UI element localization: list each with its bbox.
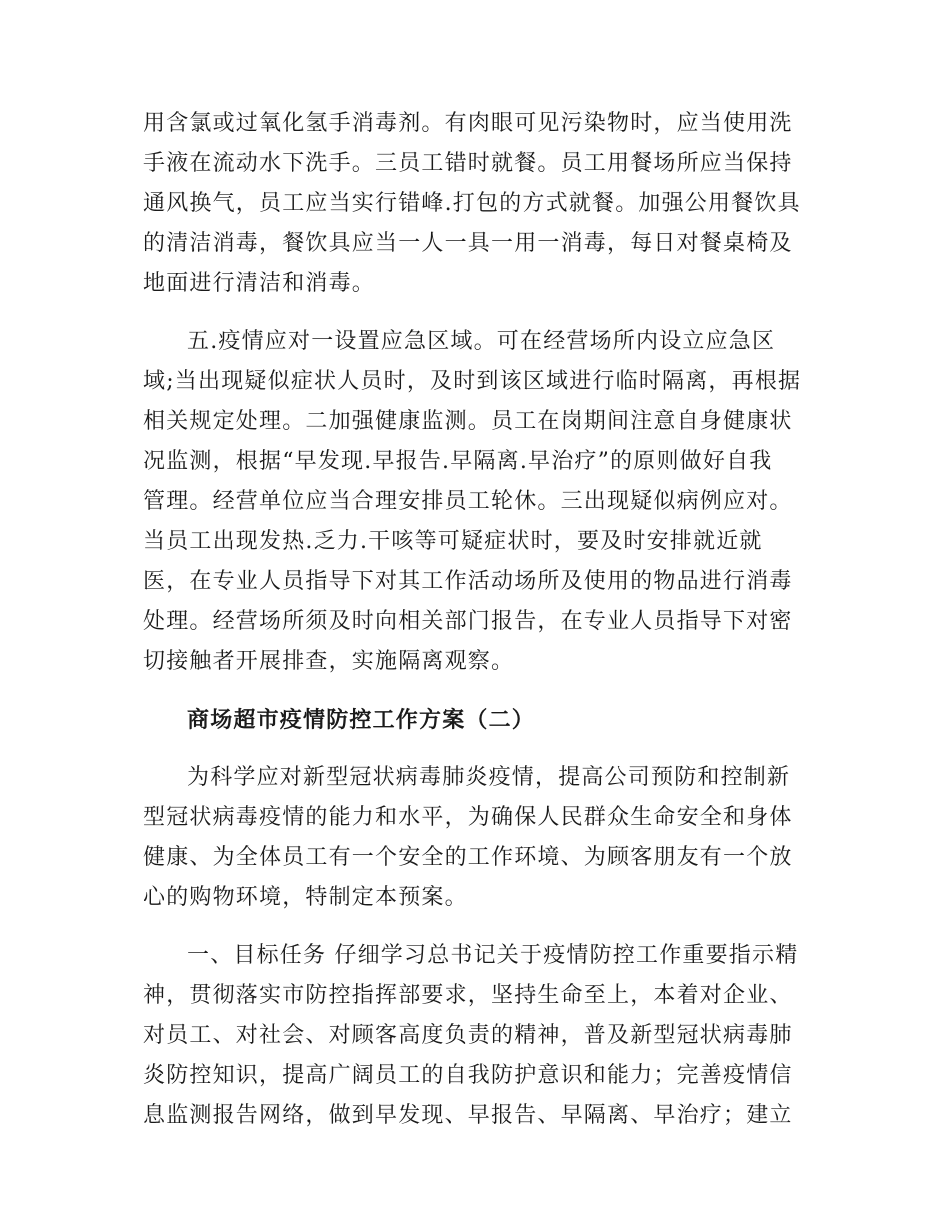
text-line: 息监测报告网络，做到早发现、早报告、早隔离、早治疗；建立 (143, 1103, 793, 1128)
text-line: 型冠状病毒疫情的能力和水平，为确保人民群众生命安全和身体 (143, 805, 793, 830)
section-heading: 商场超市疫情防控工作方案（二） (187, 707, 536, 733)
text-line: 况监测，根据“早发现.早报告.早隔离.早治疗”的原则做好自我 (143, 449, 773, 474)
text-line: 对员工、对社会、对顾客高度负责的精神，普及新型冠状病毒肺 (143, 1023, 793, 1048)
text-line: 炎防控知识，提高广阔员工的自我防护意识和能力；完善疫情信 (143, 1063, 793, 1088)
paragraph-gap (143, 918, 807, 936)
text-line: 切接触者开展排查，实施隔离观察。 (143, 649, 515, 674)
text-line: 地面进行清洁和消毒。 (143, 271, 376, 296)
text-line: 手液在流动水下洗手。三员工错时就餐。员工用餐场所应当保持 (143, 151, 793, 176)
paragraph-gap (143, 682, 807, 700)
paragraph-gap (143, 304, 807, 322)
text-line: 心的购物环境，特制定本预案。 (143, 885, 468, 910)
text-line: 通风换气，员工应当实行错峰.打包的方式就餐。加强公用餐饮具 (143, 191, 801, 216)
text-line: 当员工出现发热.乏力.干咳等可疑症状时，要及时安排就近就 (143, 529, 763, 554)
text-line: 医，在专业人员指导下对其工作活动场所及使用的物品进行消毒 (143, 569, 793, 594)
paragraph-objectives (143, 936, 807, 1136)
paragraph-hygiene (143, 104, 807, 304)
text-line: 相关规定处理。二加强健康监测。员工在岗期间注意自身健康状 (143, 409, 793, 434)
text-line: 健康、为全体员工有一个安全的工作环境、为顾客朋友有一个放 (143, 845, 793, 870)
paragraph-epidemic-response (143, 322, 807, 682)
text-line: 处理。经营场所须及时向相关部门报告，在专业人员指导下对密 (143, 609, 793, 634)
text-line: 的清洁消毒，餐饮具应当一人一具一用一消毒，每日对餐桌椅及 (143, 231, 793, 256)
text-line: 用含氯或过氧化氢手消毒剂。有肉眼可见污染物时，应当使用洗 (143, 111, 793, 136)
text-line: 管理。经营单位应当合理安排员工轮休。三出现疑似病例应对。 (143, 489, 793, 514)
text-line: 一、目标任务 仔细学习总书记关于疫情防控工作重要指示精 (187, 943, 799, 968)
document-page (143, 104, 807, 1136)
text-line: 域;当出现疑似症状人员时，及时到该区域进行临时隔离，再根据 (143, 369, 802, 394)
paragraph-gap (143, 740, 807, 758)
text-line: 五.疫情应对一设置应急区域。可在经营场所内设立应急区 (187, 329, 776, 354)
text-line: 神，贯彻落实市防控指挥部要求，坚持生命至上，本着对企业、 (143, 983, 793, 1008)
text-line: 为科学应对新型冠状病毒肺炎疫情，提高公司预防和控制新 (187, 765, 791, 790)
paragraph-intro (143, 758, 807, 918)
